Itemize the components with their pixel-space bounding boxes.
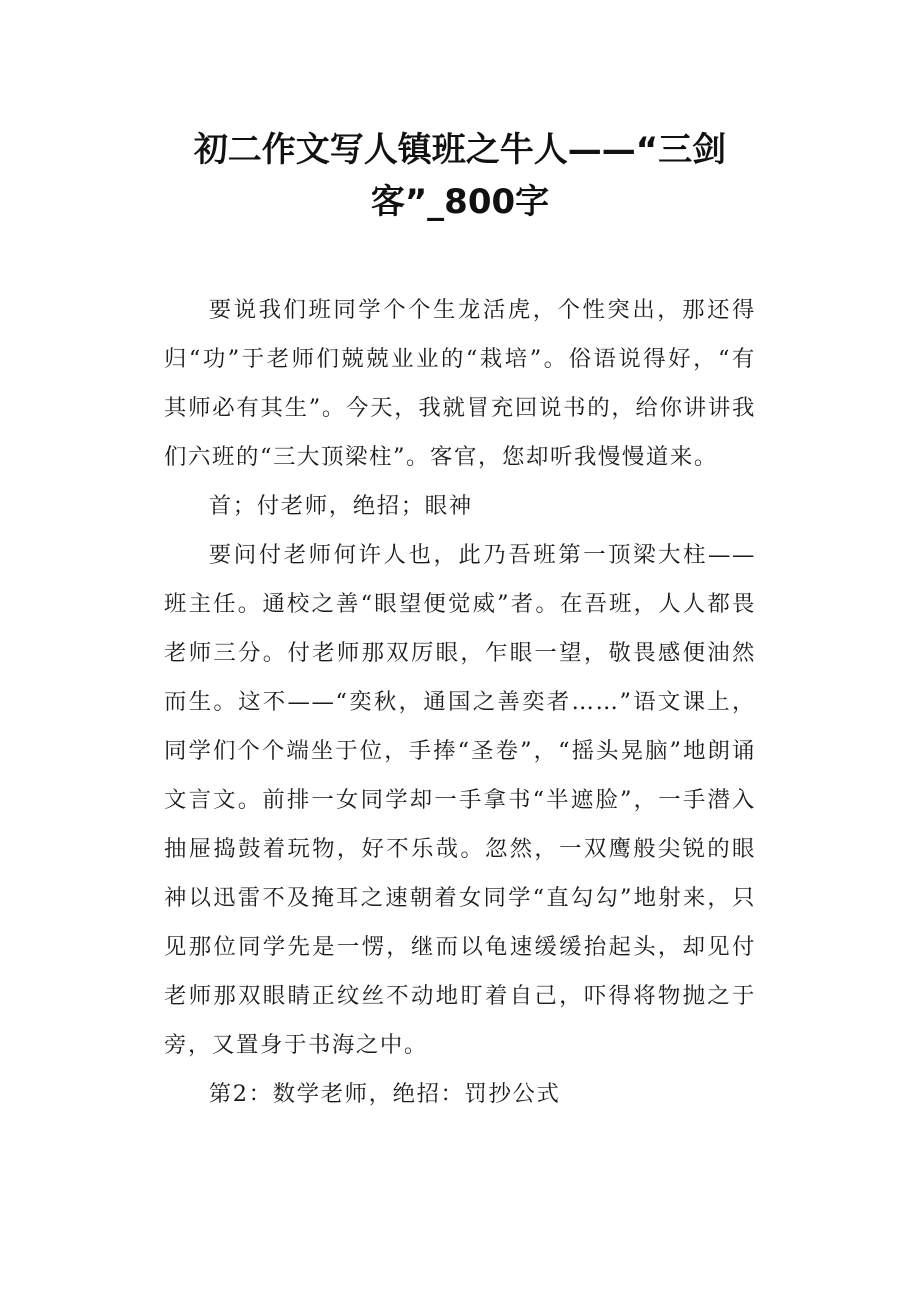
document-body: [164, 286, 756, 1119]
paragraph-intro: 要说我们班同学个个生龙活虎，个性突出，那还得归“功”于老师们兢兢业业的“栽培”。俗语说得好，“有其师必有其生”。今天，我就冒充回说书的，给你讲讲我们六班的“三大顶梁柱”。客官，您却听我慢慢道来。: [164, 297, 756, 470]
paragraph-heading-first: 首；付老师，绝招；眼神: [208, 493, 473, 519]
document-title: 初二作文写人镇班之牛人——“三剑客”_800字: [193, 130, 727, 222]
paragraph-fu-teacher: 要问付老师何许人也，此乃吾班第一顶梁大柱——班主任。通校之善“眼望便觉威”者。在吾班，人人都畏老师三分。付老师那双厉眼，乍眼一望，敬畏感便油然而生。这不——“奕秋，通国之善奕者……”语文课上，同学们个个端坐于位，手捧“圣卷”，“摇头晃脑”地朗诵文言文。前排一女同学却一手拿书“半遮脸”，一手潜入抽屉捣鼓着玩物，好不乐哉。忽然，一双鹰般尖锐的眼神以迅雷不及掩耳之速朝着女同学“直勾勾”地射来，只见那位同学先是一愣，继而以龟速缓缓抬起头，却见付老师那双眼睛正纹丝不动地盯着自己，吓得将物抛之于旁，又置身于书海之中。: [164, 542, 756, 1058]
paragraph-heading-second: 第2：数学老师，绝招：罚抄公式: [208, 1081, 561, 1107]
